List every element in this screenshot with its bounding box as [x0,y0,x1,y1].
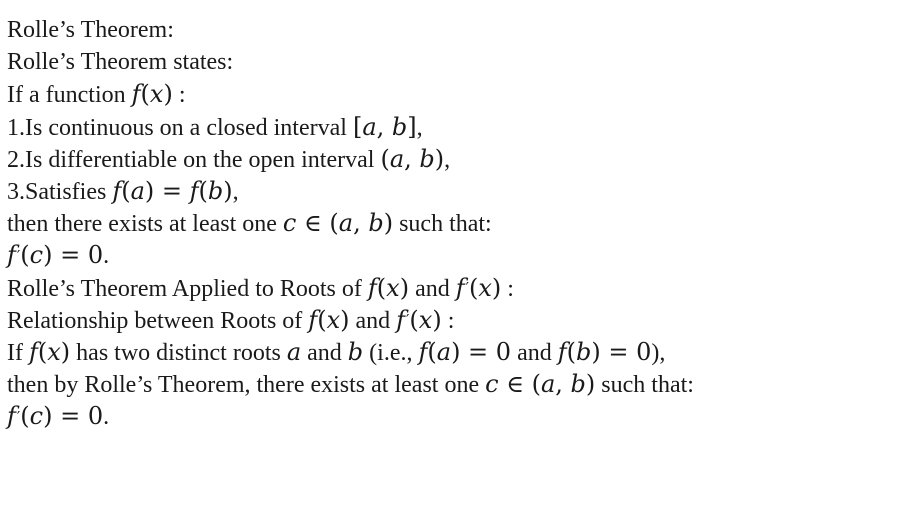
math-variable: x [149,80,164,109]
math-variable: f [557,337,567,366]
math-variable: f [112,176,122,205]
math-symbol: ) [163,80,173,109]
text-run: : [441,307,455,334]
math-variable: f [308,305,318,334]
text-run: Rolle’s Theorem states: [7,49,234,76]
math-variable: x [47,337,61,366]
math-variable: a [362,112,377,141]
math-variable: b [347,337,364,366]
math-symbol: ( [380,144,390,173]
math-variable: f [7,241,16,270]
math-variable: x [386,273,400,302]
math-prime: ′ [406,311,410,330]
math-symbol: ) [432,305,442,334]
text-run: 3.Satisfies [7,178,113,205]
math-variable: f [28,337,38,366]
math-symbol: ( [198,176,208,205]
math-variable: x [478,273,492,302]
text-line-conclusion-intro [7,207,897,239]
math-variable: c [29,402,44,431]
text-line-roots-conclusion [7,368,897,400]
math-symbol: , [376,112,392,141]
math-variable: a [286,337,302,366]
math-symbol: ( [427,337,437,366]
text-run: If [7,339,29,366]
math-prime: ′ [16,247,21,266]
math-variable: c [485,370,499,399]
text-run: such that: [595,372,694,399]
text-run: . [103,243,110,270]
math-variable: b [207,176,224,205]
math-symbol: ( [140,80,150,109]
math-symbol: ] [407,112,417,141]
text-run: and [301,339,348,366]
math-symbol: , [353,209,369,238]
math-prime: ′ [465,279,469,298]
text-run: If a function [7,82,132,109]
math-symbol: ) = [144,176,190,205]
text-line-conclusion-eq [7,239,897,271]
math-prime: ′ [16,408,21,427]
text-line-cond-2 [7,143,897,175]
document-body [7,14,897,432]
math-symbol: ) [383,209,394,238]
math-symbol: ) [399,273,410,302]
text-run: , [444,146,451,173]
math-symbol: ) [340,305,350,334]
math-symbol: ) [223,176,233,205]
math-variable: a [436,337,452,366]
math-variable: c [282,209,297,238]
math-variable: a [540,370,556,399]
math-variable: f [418,337,428,366]
math-variable: f [367,273,377,302]
math-variable: f [131,80,141,109]
math-symbol: ( [376,273,387,302]
text-line-roots-condition [7,336,897,368]
text-line-relationship-heading [7,304,897,336]
math-variable: f [396,305,406,334]
math-symbol: ) [491,273,502,302]
math-symbol: ) [434,144,445,173]
math-variable: b [575,337,592,366]
text-run: . [103,404,110,431]
math-variable: b [368,209,384,238]
text-run: then by Rolle’s Theorem, there exists at least one [7,372,486,399]
math-symbol: ∈ ( [498,370,541,399]
text-run: , [416,114,423,141]
text-run: ), [651,339,666,366]
math-variable: a [130,176,145,205]
text-line-states [7,46,897,78]
math-symbol: ) [60,337,71,366]
text-run: Relationship between Roots of [7,307,309,334]
math-symbol: ( [37,337,48,366]
math-symbol: ) [585,370,596,399]
text-run: : [501,275,514,302]
text-line-roots-eq [7,400,897,432]
math-variable: c [29,241,44,270]
math-symbol: , [404,144,420,173]
text-line-cond-3 [7,175,897,207]
text-run: 1.Is continuous on a closed interval [7,114,353,141]
math-variable: f [7,402,16,431]
text-run: and [511,339,558,366]
math-variable: f [455,273,465,302]
math-variable: x [326,305,341,334]
text-run: and [349,307,397,334]
text-line-cond-1 [7,111,897,143]
math-symbol: ( [566,337,576,366]
math-symbol: ( [121,176,131,205]
math-symbol: ( [409,305,419,334]
text-line-applied-heading [7,272,897,304]
math-variable: f [189,176,199,205]
text-run: : [172,82,186,109]
math-variable: b [419,144,435,173]
math-symbol: ) = 0 [43,241,104,270]
math-variable: a [338,209,354,238]
text-run: , [232,178,239,205]
math-symbol: [ [352,112,363,141]
text-run: Rolle’s Theorem: [7,17,174,43]
text-run: such that: [393,211,492,238]
text-run: and [409,275,456,302]
math-variable: x [418,305,433,334]
math-symbol: ( [20,402,30,431]
math-symbol: ) = 0 [591,337,652,366]
math-variable: a [389,144,405,173]
math-variable: b [570,370,586,399]
math-symbol: , [555,370,571,399]
text-run: then there exists at least one [7,211,283,238]
math-symbol: ) = 0 [43,402,104,431]
math-symbol: ( [20,241,30,270]
math-variable: b [391,112,408,141]
text-run: has two distinct roots [70,339,287,366]
text-line-if-function [7,78,897,110]
text-run: Rolle’s Theorem Applied to Roots of [7,275,368,302]
math-symbol: ) = 0 [451,337,512,366]
math-symbol: ( [469,273,479,302]
math-symbol: ( [317,305,327,334]
text-line-title [7,14,897,46]
text-run: (i.e., [363,339,419,366]
math-symbol: ∈ ( [296,209,339,238]
text-run: 2.Is differentiable on the open interval [7,146,381,173]
